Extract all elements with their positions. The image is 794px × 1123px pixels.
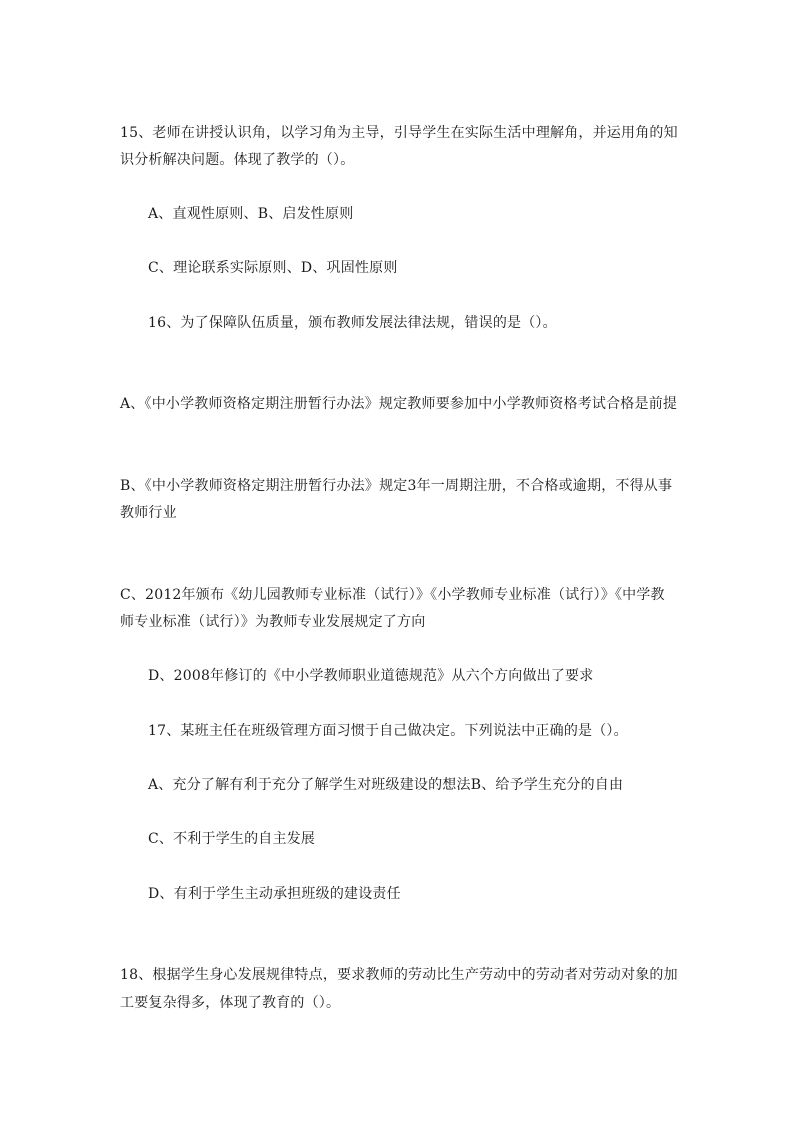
question-16-stem: 16、为了保障队伍质量，颁布教师发展法律法规，错误的是（）。 bbox=[148, 315, 557, 331]
question-17-option-c: C、不利于学生的自主发展 bbox=[148, 831, 316, 847]
question-16-option-d: D、2008年修订的《中小学教师职业道德规范》从六个方向做出了要求 bbox=[148, 668, 594, 684]
question-17-options-ab: A、充分了解有利于充分了解学生对班级建设的想法B、给予学生充分的自由 bbox=[148, 777, 624, 793]
question-16-option-c-line-2: 师专业标准（试行）》为教师专业发展规定了方向 bbox=[120, 614, 426, 630]
question-15-options-ab: A、直观性原则、B、启发性原则 bbox=[148, 206, 354, 222]
question-18-stem-line-1: 18、根据学生身心发展规律特点，要求教师的劳动比生产劳动中的劳动者对劳动对象的加 bbox=[120, 967, 678, 983]
question-18-stem-line-2: 工要复杂得多，体现了教育的（）。 bbox=[120, 995, 341, 1011]
question-16-option-b-line-1: B、《中小学教师资格定期注册暂行办法》规定3年一周期注册，不合格或逾期，不得从事 bbox=[120, 478, 673, 494]
question-16-option-b-line-2: 教师行业 bbox=[120, 505, 177, 521]
question-16-option-a: A、《中小学教师资格定期注册暂行办法》规定教师要参加中小学教师资格考试合格是前提 bbox=[120, 396, 678, 412]
question-15-stem-line-2: 识分析解决问题。体现了教学的（）。 bbox=[120, 152, 355, 168]
question-15-options-cd: C、理论联系实际原则、D、巩固性原则 bbox=[148, 260, 398, 276]
question-16-option-c-line-1: C、2012年颁布《幼儿园教师专业标准（试行）》《小学教师专业标准（试行）》《中学教 bbox=[120, 587, 665, 603]
question-15-stem-line-1: 15、老师在讲授认识角，以学习角为主导，引导学生在实际生活中理解角，并运用角的知 bbox=[120, 125, 678, 141]
question-17-option-d: D、有利于学生主动承担班级的建设责任 bbox=[148, 886, 401, 902]
question-17-stem: 17、某班主任在班级管理方面习惯于自己做决定。下列说法中正确的是（）。 bbox=[148, 723, 628, 739]
